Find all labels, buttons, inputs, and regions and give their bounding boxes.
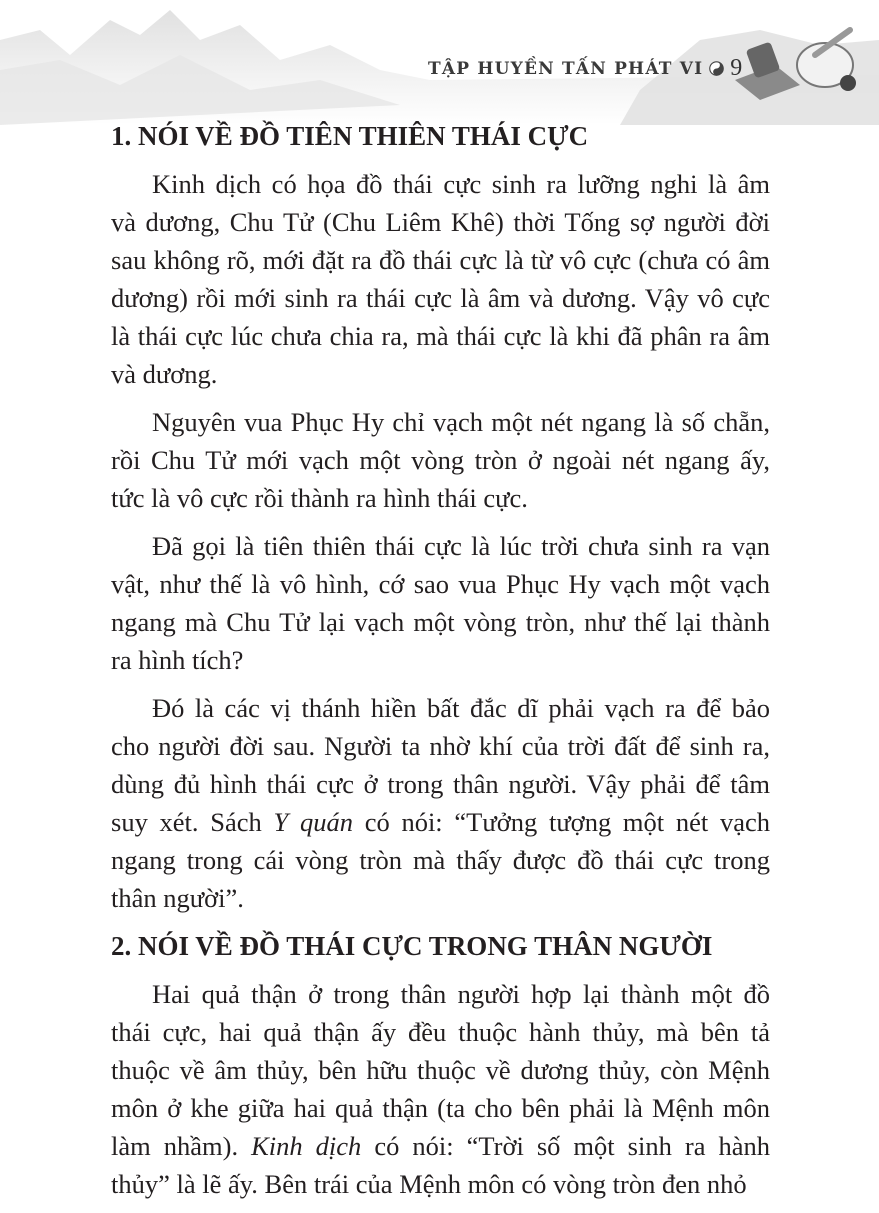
text-line: Nguyên vua Phục Hy chỉ vạch một nét ngang là số chẵn, — [152, 407, 770, 437]
text-line: rồi Chu Tử mới vạch một vòng tròn ở ngoài nét ngang ấy, — [111, 445, 770, 475]
text-line: cho người đời sau. Người ta nhờ khí của trời đất để sinh ra, — [111, 731, 770, 761]
page-number: 9 — [730, 55, 744, 81]
text-line: sau không rõ, mới đặt ra đồ thái cực là từ vô cực (chưa có âm — [111, 245, 770, 275]
text-line: dương) rồi mới sinh ra thái cực là âm và dương. Vậy vô cực — [111, 283, 770, 313]
text-segment: có nói: “Trời số một sinh ra hành — [361, 1131, 770, 1161]
paragraph — [111, 403, 770, 517]
text-line: thủy” là lẽ ấy. Bên trái của Mệnh môn có vòng tròn đen nhỏ — [111, 1169, 747, 1199]
italic-title: Kinh dịch — [251, 1131, 362, 1161]
text-line: thái cực, hai quả thận ấy đều thuộc hành thủy, mà bên tả — [111, 1017, 770, 1047]
text-line: ngang mà Chu Tử lại vạch một vòng tròn, như thế lại thành — [111, 607, 770, 637]
text-line: vật, như thế là vô hình, cớ sao vua Phục Hy vạch một vạch — [111, 569, 770, 599]
text-line: Đã gọi là tiên thiên thái cực là lúc trời chưa sinh ra vạn — [152, 531, 770, 561]
running-head — [428, 55, 744, 82]
section-heading: 2. NÓI VỀ ĐỒ THÁI CỰC TRONG THÂN NGƯỜI — [111, 931, 713, 961]
text-segment: suy xét. Sách — [111, 807, 274, 837]
section-heading: 1. NÓI VỀ ĐỒ TIÊN THIÊN THÁI CỰC — [111, 121, 589, 151]
text-line — [111, 803, 770, 841]
text-line: là thái cực lúc chưa chia ra, mà thái cực là khi đã phân ra âm — [111, 321, 770, 351]
paragraph — [111, 689, 770, 917]
text-segment: có nói: “Tưởng tượng một nét vạch — [352, 807, 770, 837]
herbal-medicine-icon — [730, 25, 860, 100]
text-line: Đó là các vị thánh hiền bất đắc dĩ phải vạch ra để bảo — [152, 693, 770, 723]
italic-title: Y quán — [273, 807, 353, 837]
text-line: thuộc về âm thủy, bên hữu thuộc về dương thủy, còn Mệnh — [111, 1055, 770, 1085]
page-body — [111, 117, 770, 1213]
text-line: môn ở khe giữa hai quả thận (ta cho bên phải là Mệnh môn — [111, 1093, 770, 1123]
text-line: và dương, Chu Tử (Chu Liêm Khê) thời Tống sợ người đời — [111, 207, 770, 237]
text-segment: làm nhầm). — [111, 1131, 252, 1161]
paragraph — [111, 975, 770, 1203]
header-decoration — [0, 0, 879, 125]
text-line: Hai quả thận ở trong thân người hợp lại thành một đồ — [152, 979, 770, 1009]
paragraph — [111, 527, 770, 679]
book-title: TẬP HUYỀN TẤN PHÁT VI — [428, 58, 704, 79]
text-line: dùng đủ hình thái cực ở trong thân người. Vậy phải để tâm — [111, 769, 770, 799]
text-line: và dương. — [111, 359, 218, 389]
yin-yang-icon — [709, 61, 724, 76]
paragraph — [111, 165, 770, 393]
text-line — [111, 1127, 770, 1165]
text-line: ngang trong cái vòng tròn mà thấy được đồ thái cực trong — [111, 845, 770, 875]
text-line: ra hình tích? — [111, 645, 244, 675]
text-line: tức là vô cực rồi thành ra hình thái cực. — [111, 483, 528, 513]
text-line: Kinh dịch có họa đồ thái cực sinh ra lưỡng nghi là âm — [152, 169, 770, 199]
text-line: thân người”. — [111, 883, 244, 913]
